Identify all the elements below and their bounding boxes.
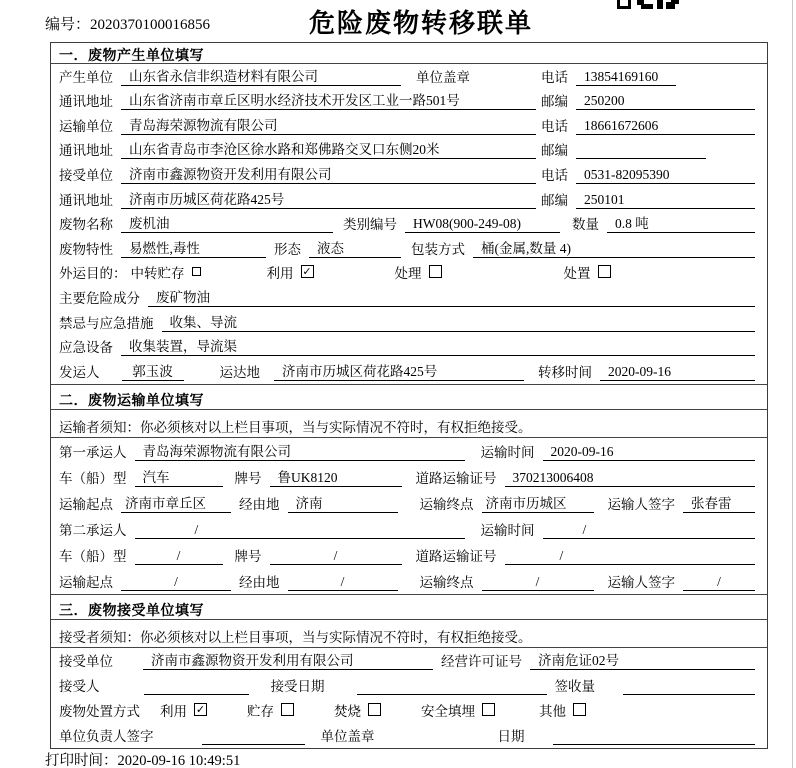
field-row-dispatch [51, 359, 767, 384]
producer-address-value: 山东省济南市章丘区明水经济技术开发区工业一路501号 [121, 89, 536, 110]
checkbox-disposal-storage [281, 703, 294, 716]
field-row-producer-address [51, 89, 767, 114]
page-title: 危险废物转移联单 [308, 9, 533, 38]
receiver-zip-label: 邮编 [541, 192, 568, 208]
option-treat-label: 处理 [394, 266, 422, 282]
route2-origin-value: / [121, 574, 231, 591]
transporter-phone-label: 电话 [541, 118, 568, 134]
transporter-address-value: 山东省青岛市李沧区徐水路和郑佛路交叉口东侧20米 [121, 138, 536, 159]
carrier2-time-label: 运输时间 [480, 522, 535, 538]
checkbox-disposal-landfill [482, 703, 495, 716]
option-dispose-label: 处置 [563, 266, 591, 282]
field-row-receiver-unit [51, 162, 767, 187]
field-row-vehicle2 [51, 542, 767, 568]
receiver-unit-value: 济南市鑫源物资开发利用有限公司 [121, 163, 536, 184]
field-row-hazard-components [51, 285, 767, 310]
sign-date-value [553, 729, 756, 745]
section-2-heading: 二．废物运输单位填写 [51, 384, 767, 410]
license-value: 济南危证02号 [530, 649, 755, 670]
route2-via-label: 经由地 [239, 574, 280, 590]
route1-signature-label: 运输人签字 [607, 496, 675, 512]
field-row-acceptor [51, 673, 767, 698]
field-row-transfer-purpose [51, 261, 767, 286]
carrier2-time-value: / [543, 522, 756, 539]
responsible-signature-value [202, 729, 305, 745]
field-row-vehicle1 [51, 464, 767, 490]
producer-unit-value: 山东省永信非织造材料有限公司 [121, 65, 401, 86]
route1-via-label: 经由地 [239, 496, 280, 512]
doc-number-label: 编号： [45, 17, 91, 33]
acceptor-label: 接受人 [59, 678, 100, 694]
waste-name-label: 废物名称 [59, 217, 113, 233]
receipt-qty-label: 签收量 [554, 678, 595, 694]
vehicle1-plate-value: 鲁UK8120 [270, 466, 402, 487]
transfer-date-label: 转移时间 [538, 364, 592, 380]
transporter-unit-label: 运输单位 [59, 118, 113, 134]
field-row-waste-properties [51, 236, 767, 261]
waste-qty-value: 0.8 吨 [607, 212, 755, 233]
vehicle1-permit-value: 370213006408 [505, 470, 756, 487]
carrier2-value: / [135, 522, 465, 539]
section-3-heading: 三．废物接受单位填写 [51, 594, 767, 620]
print-time [45, 749, 240, 768]
checkbox-treat [429, 265, 442, 278]
waste-form-value: 液态 [309, 237, 401, 258]
field-row-carrier2 [51, 516, 767, 542]
route1-origin-label: 运输起点 [59, 496, 113, 512]
page-edge-line [792, 0, 793, 768]
accept-date-value [357, 679, 547, 695]
hazard-components-label: 主要危险成分 [59, 290, 140, 306]
route1-origin-value: 济南市章丘区 [121, 492, 231, 513]
producer-unit-label: 产生单位 [59, 69, 113, 85]
vehicle2-type-label: 车（船）型 [59, 548, 127, 564]
field-row-route1 [51, 490, 767, 516]
destination-label: 运达地 [219, 364, 260, 380]
field-row-disposal-method [51, 698, 767, 723]
route1-signature-value: 张春雷 [683, 492, 755, 513]
field-row-emergency-measures [51, 310, 767, 335]
transporter-address-label: 通讯地址 [59, 143, 113, 159]
route2-signature-value: / [683, 574, 755, 591]
waste-name-value: 废机油 [121, 212, 333, 233]
receiver-address-label: 通讯地址 [59, 192, 113, 208]
manifest-form [50, 42, 768, 749]
dispatcher-label: 发运人 [59, 364, 100, 380]
transfer-date-value: 2020-09-16 [600, 364, 755, 381]
field-row-waste-name [51, 212, 767, 237]
license-label: 经营许可证号 [441, 653, 522, 669]
receiver-unit-label: 接受单位 [59, 167, 113, 183]
accepting-unit-value: 济南市鑫源物资开发利用有限公司 [143, 649, 433, 670]
waste-properties-value: 易燃性,毒性 [121, 237, 266, 258]
waste-code-label: 类别编号 [343, 217, 397, 233]
print-time-value: 2020-09-16 10:49:51 [117, 753, 241, 768]
acceptor-value [144, 679, 249, 695]
field-row-receiver-address [51, 187, 767, 212]
checkbox-disposal-incinerate [368, 703, 381, 716]
vehicle1-plate-label: 牌号 [234, 470, 262, 486]
option-disposal-incinerate-label: 焚烧 [334, 703, 361, 719]
emergency-measures-label: 禁忌与应急措施 [59, 315, 154, 331]
unit-seal-label: 单位盖章 [320, 728, 375, 744]
route1-end-value: 济南市历城区 [482, 492, 594, 513]
waste-form-label: 形态 [274, 241, 301, 257]
field-row-carrier1 [51, 438, 767, 464]
sign-date-label: 日期 [497, 728, 525, 744]
transporter-unit-value: 青岛海荣源物流有限公司 [121, 114, 536, 135]
route2-origin-label: 运输起点 [59, 574, 113, 590]
waste-qty-label: 数量 [572, 217, 599, 233]
receiver-zip-value: 250101 [576, 192, 755, 209]
waste-pack-label: 包装方式 [411, 241, 465, 257]
field-row-producer-unit [51, 64, 767, 89]
route2-signature-label: 运输人签字 [607, 574, 675, 590]
hazard-components-value: 废矿物油 [148, 286, 755, 307]
checkbox-disposal-other [573, 703, 586, 716]
vehicle2-permit-value: / [505, 548, 756, 565]
producer-zip-value: 250200 [576, 93, 755, 110]
field-row-emergency-equipment [51, 335, 767, 360]
option-transit-storage-label: 中转贮存 [130, 266, 185, 282]
field-row-accepting-unit [51, 648, 767, 673]
option-utilize-label: 利用 [266, 266, 294, 282]
responsible-signature-label: 单位负责人签字 [59, 728, 154, 744]
producer-phone-value: 13854169160 [576, 69, 676, 86]
route2-via-value: / [288, 574, 398, 591]
transporter-notice: 运输者须知：你必须核对以上栏目事项，当与实际情况不符时，有权拒绝接受。 [51, 410, 767, 438]
receiver-address-value: 济南市历城区荷花路425号 [121, 188, 536, 209]
option-disposal-landfill-label: 安全填埋 [421, 703, 475, 719]
vehicle1-type-label: 车（船）型 [59, 470, 127, 486]
vehicle2-permit-label: 道路运输证号 [415, 548, 497, 564]
route1-end-label: 运输终点 [419, 496, 474, 512]
receiver-phone-label: 电话 [541, 167, 568, 183]
section-1-heading: 一．废物产生单位填写 [51, 43, 767, 64]
carrier1-time-label: 运输时间 [480, 444, 535, 460]
field-row-responsible-signature [51, 723, 767, 748]
receiver-phone-value: 0531-82095390 [576, 167, 755, 184]
emergency-equipment-value: 收集装置，导流渠 [121, 335, 755, 356]
field-row-transporter-address [51, 138, 767, 163]
vehicle1-permit-label: 道路运输证号 [415, 470, 497, 486]
carrier1-time-value: 2020-09-16 [543, 444, 756, 461]
waste-properties-label: 废物特性 [59, 241, 113, 257]
carrier1-value: 青岛海荣源物流有限公司 [135, 440, 465, 461]
transporter-phone-value: 18661672606 [576, 118, 755, 135]
option-disposal-storage-label: 贮存 [247, 703, 274, 719]
disposal-method-label: 废物处置方式 [59, 703, 140, 719]
emergency-measures-value: 收集、导流 [162, 311, 756, 332]
dispatcher-value: 郭玉波 [122, 360, 184, 381]
doc-number-value: 2020370100016856 [90, 17, 211, 33]
checkbox-dispose [598, 265, 611, 278]
accept-date-label: 接受日期 [270, 678, 325, 694]
route2-end-label: 运输终点 [419, 574, 474, 590]
qr-code-fragment [617, 0, 679, 9]
receipt-qty-value [623, 679, 755, 695]
accepting-unit-label: 接受单位 [59, 653, 113, 669]
waste-code-value: HW08(900-249-08) [405, 216, 560, 233]
producer-phone-label: 电话 [541, 69, 568, 85]
producer-zip-label: 邮编 [541, 94, 568, 110]
route2-end-value: / [482, 574, 594, 591]
transporter-zip-value [576, 143, 706, 159]
field-row-transporter-unit [51, 113, 767, 138]
vehicle1-type-value: 汽车 [135, 466, 223, 487]
receiver-notice: 接受者须知：你必须核对以上栏目事项，当与实际情况不符时，有权拒绝接受。 [51, 620, 767, 648]
checkbox-utilize: ✓ [302, 265, 312, 279]
option-disposal-other-label: 其他 [539, 703, 566, 719]
emergency-equipment-label: 应急设备 [59, 340, 113, 356]
producer-address-label: 通讯地址 [59, 94, 113, 110]
producer-seal-label: 单位盖章 [416, 69, 470, 85]
print-time-label: 打印时间： [45, 753, 118, 768]
checkbox-disposal-utilize: ✓ [195, 702, 206, 716]
carrier1-label: 第一承运人 [59, 444, 127, 460]
vehicle2-plate-value: / [270, 548, 402, 565]
carrier2-label: 第二承运人 [59, 522, 127, 538]
checkbox-transit-storage [192, 267, 201, 276]
transfer-purpose-label: 外运目的： [59, 266, 127, 282]
vehicle2-plate-label: 牌号 [234, 548, 262, 564]
destination-value: 济南市历城区荷花路425号 [274, 360, 524, 381]
field-row-route2 [51, 568, 767, 594]
option-disposal-utilize-label: 利用 [160, 703, 187, 719]
route1-via-value: 济南 [288, 492, 398, 513]
transporter-zip-label: 邮编 [541, 143, 568, 159]
waste-pack-value: 桶(金属,数量 4) [473, 237, 755, 258]
vehicle2-type-value: / [135, 548, 223, 565]
